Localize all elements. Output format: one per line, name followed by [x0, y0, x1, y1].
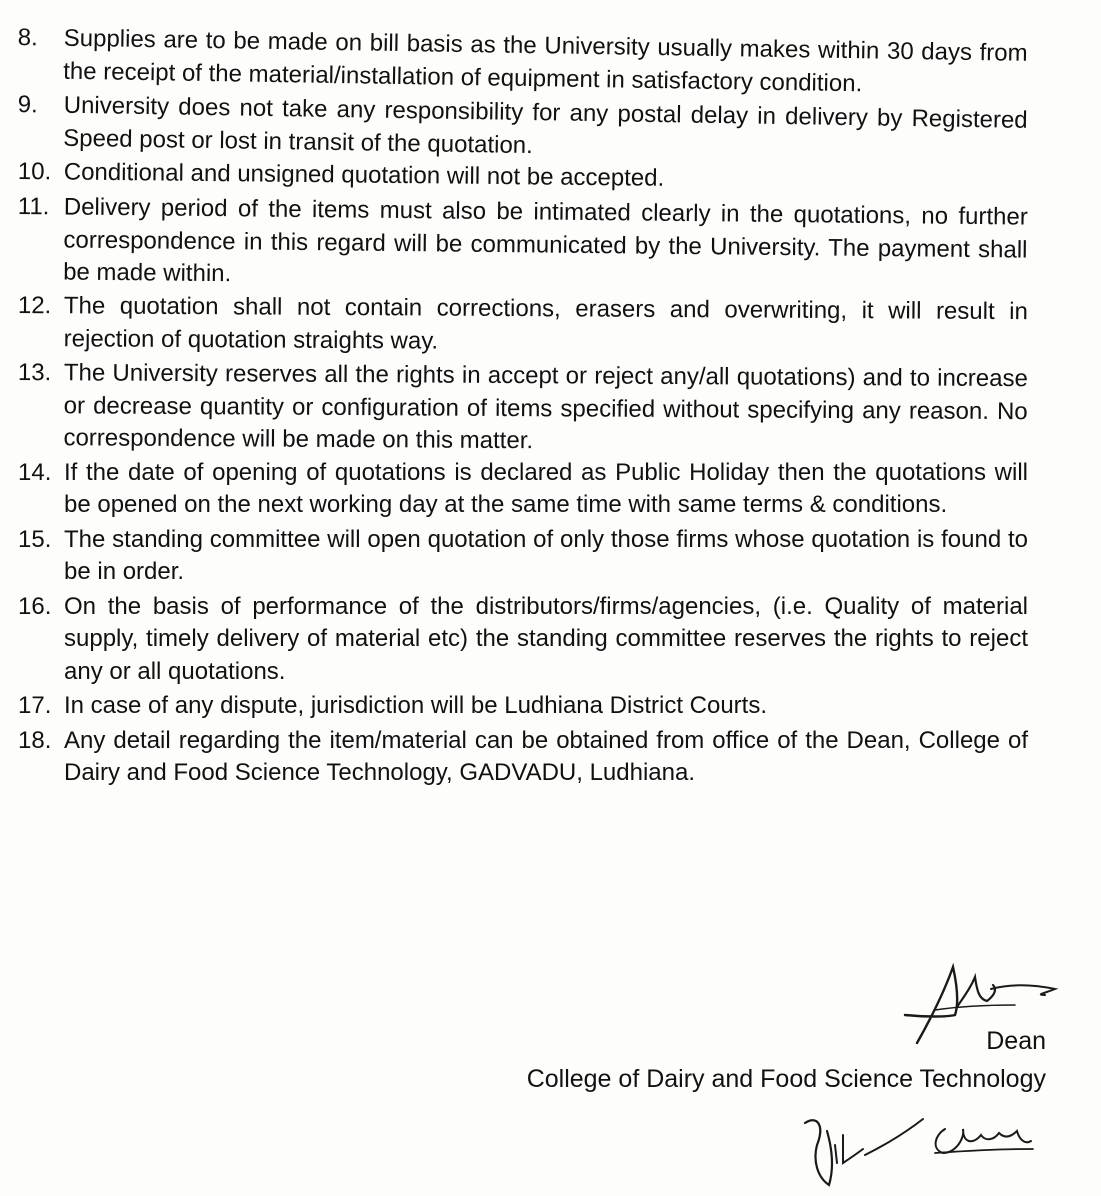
clause-number: 18.	[18, 726, 52, 754]
clause-18	[18, 725, 1028, 790]
clause-number: 15.	[18, 525, 52, 553]
clause-12	[18, 290, 1028, 361]
clause-number: 8.	[17, 23, 38, 52]
clause-text: Supplies are to be made on bill basis as the University usually makes within 30 days from the receipt of the material/installation of equipment in satisfactory condition.	[63, 24, 1028, 97]
clause-text: Delivery period of the items must also be intimated clearly in the quotations, no further correspondence in this regard will be communicated by the University. The payment shall be made within.	[63, 192, 1028, 287]
clause-number: 9.	[17, 90, 38, 119]
clause-15	[18, 524, 1028, 589]
clause-text: University does not take any responsibility for any postal delay in delivery by Registered Speed post or lost in transit of the quotation.	[63, 91, 1028, 159]
clause-text: In case of any dispute, jurisdiction will be Ludhiana District Courts.	[64, 692, 768, 719]
handwritten-initials-icon	[795, 1105, 1045, 1190]
clause-13	[17, 357, 1028, 461]
clause-text: The University reserves all the rights in accept or reject any/all quotations) and to increase or decrease quantity or configuration of items specified without specifying any reason. No correspondence will be made on this matter.	[63, 359, 1028, 455]
clause-text: Conditional and unsigned quotation will not be accepted.	[63, 158, 665, 192]
clause-text: If the date of opening of quotations is declared as Public Holiday then the quotations will be opened on the next working day at the same time with same terms & conditions.	[64, 458, 1028, 518]
clause-number: 12.	[17, 291, 52, 320]
clause-text: The quotation shall not contain corrections, erasers and overwriting, it will result in rejection of quotation straights way.	[63, 292, 1028, 355]
clause-number: 11.	[17, 192, 50, 220]
clause-text: Any detail regarding the item/material can be obtained from office of the Dean, College of Dairy and Food Science Technology, GADVADU, Ludhiana.	[64, 726, 1028, 786]
terms-list	[18, 22, 1028, 792]
clause-16	[18, 591, 1028, 689]
clause-11	[17, 191, 1028, 299]
clause-number: 10.	[17, 157, 52, 186]
clause-number: 13.	[17, 358, 52, 387]
signatory-title: Dean	[986, 1027, 1046, 1055]
clause-number: 14.	[18, 458, 52, 486]
clause-17	[18, 690, 1028, 723]
clause-number: 16.	[18, 592, 52, 620]
clause-number: 17.	[18, 692, 52, 719]
signature-block	[527, 1022, 1046, 1098]
signatory-institution: College of Dairy and Food Science Technology	[526, 1065, 1046, 1093]
clause-14	[18, 457, 1028, 522]
clause-text: The standing committee will open quotation of only those firms whose quotation is found to be in order.	[64, 525, 1028, 585]
clause-text: On the basis of performance of the distributors/firms/agencies, (i.e. Quality of material supply, timely delivery of material etc) the standing committee reserves the rights to reject any or all quotations.	[64, 592, 1028, 685]
